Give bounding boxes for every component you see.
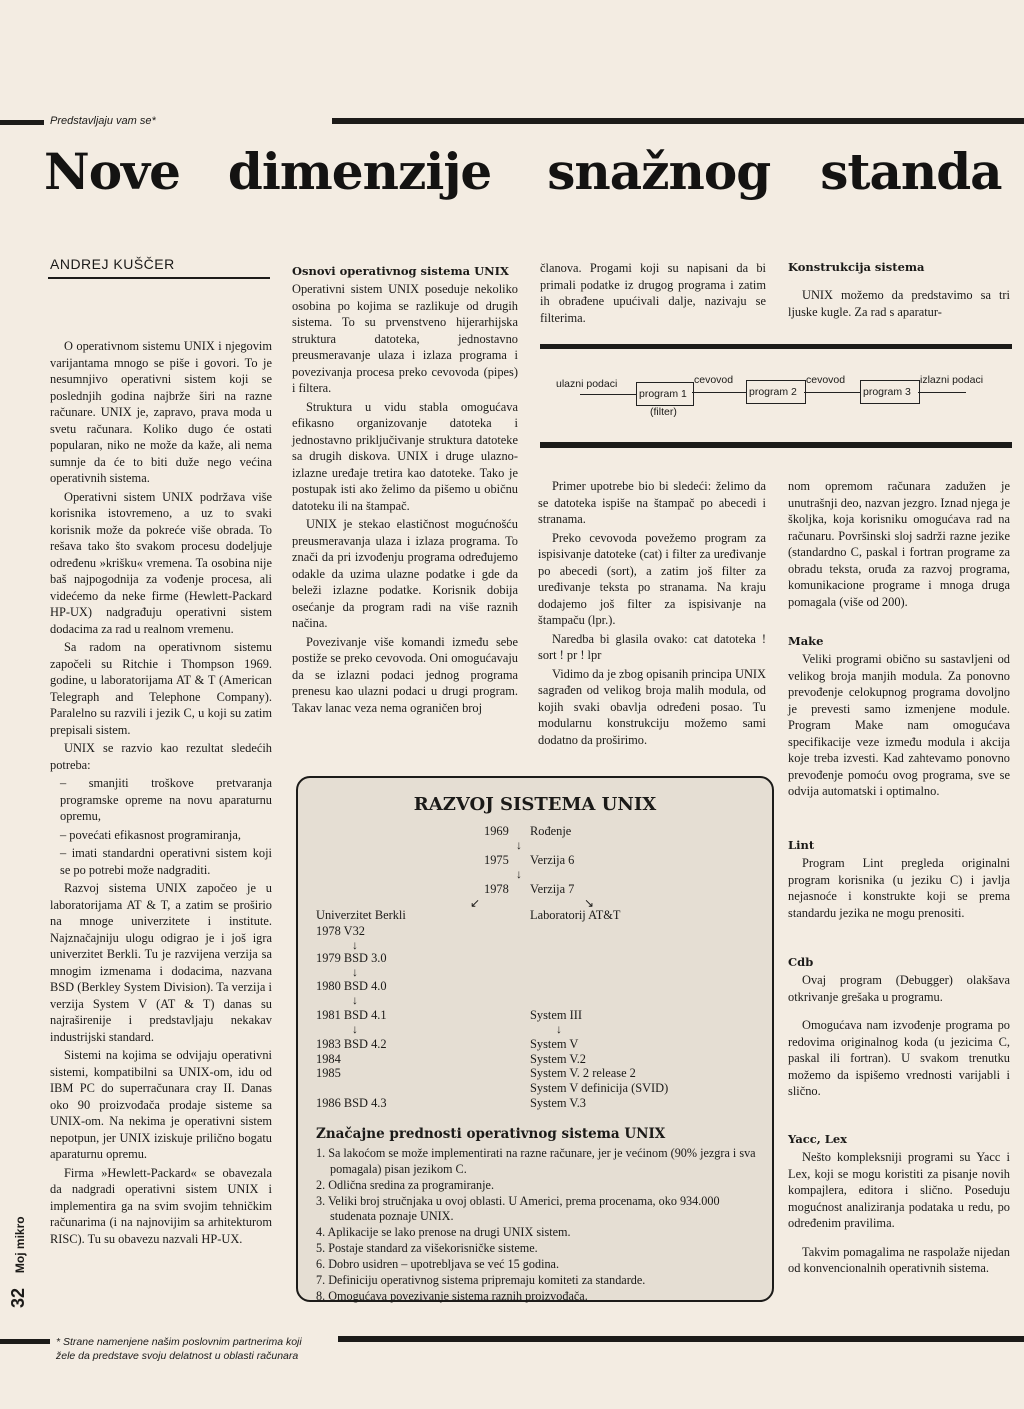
column-2 xyxy=(292,264,518,718)
paragraph: članova. Progami koji su napisani da bi primali podatke iz drugog programa i zatim ih obrađene upućivali dalje, nazivaju se filterima. xyxy=(540,261,766,325)
paragraph: Struktura u vidu stabla omogućava efikasno organizovanje datoteka i jednostavno priključivanje struktura datoteke sa drugih diskova. UNIX i druge ulazno-izlazne uređaje tretira kao datoteke. Tako je postupak isti ako želimo da pišemo u običnu datoteku ili na štampač. xyxy=(292,399,518,513)
down-arrow-icon: ↓ xyxy=(516,838,522,852)
pipe-diagram xyxy=(540,342,1012,450)
section-heading: Yacc, Lex xyxy=(788,1131,848,1146)
paragraph: UNIX možemo da predstavimo sa tri ljuske kugle. Za rad s aparatur- xyxy=(788,288,1010,319)
list-item: – smanjiti troškove pretvaranja programske opreme na novu aparaturnu opremu, xyxy=(60,776,272,823)
paragraph: Takvim pomagalima ne raspolaže nijedan od konvencionalnih operativnih sistema. xyxy=(788,1244,1010,1276)
diagram-pipe-label: cevovod xyxy=(694,374,734,386)
diagram-input-label: ulazni podaci xyxy=(556,378,618,390)
title-word: standa xyxy=(820,142,1002,201)
paragraph: UNIX je stekao elastičnost mogućnošću preusmeravanja ulaza i izlaza programa. To znači da pri izvođenju programa određujemo odakle da uzima ulazne podatke i gde da beleži izlazne podatke. Korisnik dobija osećanje da program radi na više raznih načina. xyxy=(292,517,518,631)
advantage-item: 6. Dobro usidren – upotrebljava se već 15 godina. xyxy=(316,1257,560,1272)
footer-rule-right xyxy=(338,1336,1024,1342)
author-byline: ANDREJ KUŠČER xyxy=(50,256,175,272)
column-4-top xyxy=(788,260,1010,322)
advantage-item: 1. Sa lakoćom se može implementirati na razne računare, jer je većinom (90% jezgra i sva pomagala) pisan jezikom C. xyxy=(316,1146,756,1176)
branch-heading: Laboratorij AT&T xyxy=(530,908,621,922)
section-heading: Make xyxy=(788,634,824,648)
footnote-line: * Strane namenjene našim poslovnim partnerima koji xyxy=(56,1336,302,1348)
diagram-pipe-label: cevovod xyxy=(806,374,846,386)
paragraph: O operativnom sistemu UNIX i njegovim varijantama mnogo se piše i govori. To je nesumnjivo operativni sistem koji se poslednjih godina najbrže širi na razne računare. UNIX je, zapravo, prava moda u svetu računara. Koliko dugo će ostati popularan, niko ne može da kaže, ali nema sumnje da će to biti duže nego većina operativnih sistema. xyxy=(50,339,272,485)
column-4 xyxy=(788,478,1010,1279)
paragraph: Preko cevovoda povežemo program za ispisivanje datoteke (cat) i filter za uređivanje po abecedi (sort), a zatim još filter za uređivanje teksta po stranama. Na kraju dodajemo još filter za ispisivanje na štampaču (lpr.). xyxy=(538,530,766,627)
kicker-rule-right xyxy=(332,118,1024,124)
unix-timeline-box xyxy=(296,776,774,1302)
diagram-output-label: izlazni podaci xyxy=(920,374,984,386)
down-arrow-icon: ↓ xyxy=(556,1022,562,1036)
diagram-pipe xyxy=(692,392,746,393)
down-arrow-icon: ↓ xyxy=(352,938,358,952)
paragraph: Povezivanje više komandi između sebe postiže se preko cevovoda. Oni omogućavaju da se izlazni podaci jednog programa prenesu kao ulazni podaci u drugi program. Takav lanac veza nema ograničen broj xyxy=(292,634,518,715)
advantage-item: 5. Postaje standard za višekorisničke sisteme. xyxy=(316,1241,538,1256)
list-item: – imati standardni operativni sistem koji se po potrebi može nadgraditi. xyxy=(60,846,272,877)
program-box: program 3 xyxy=(860,380,920,404)
list-item: – povećati efikasnost programiranja, xyxy=(60,827,241,842)
down-arrow-icon: ↓ xyxy=(352,965,358,979)
advantage-item: 3. Veliki broj stručnjaka u ovoj oblasti. U Americi, prema procenama, oko 934.000 studenata poznaje UNIX. xyxy=(316,1193,720,1224)
section-kicker: Predstavljaju vam se* xyxy=(50,115,156,127)
column-3 xyxy=(538,478,766,750)
diagram-rule-bottom xyxy=(540,442,1012,448)
footer-rule-left xyxy=(0,1339,50,1344)
paragraph: Sa radom na operativnom sistemu započeli su Ritchie i Thompson 1969. godine, u laboratorijama AT & T (American Telegraph and Telephone Company). Paralelno su razvili i jezik C, u koji su zatim prepisali sistem. xyxy=(50,640,272,737)
paragraph: Razvoj sistema UNIX započeo je u laboratorijama AT & T, a zatim se proširio na mnoge univerzitete i institute. Najznačajniju ulogu odigrao je i još igra univerzitet Berkli. Tu je razvijena verzija sa mnogim izmenama i dodacima, nazvana BSD (Berkley System Division). Ta verzija i verzija System V (AT & T) danas su najraširenije i predstavljaju nekakav industrijski standard. xyxy=(50,881,272,1044)
section-heading: Konstrukcija sistema xyxy=(788,260,925,274)
kicker-rule-left xyxy=(0,120,44,125)
paragraph: Vidimo da je zbog opisanih principa UNIX sagrađen od velikog broja malih modula, od kojih svaki obavlja određeni posao. Tu modularnu konstrukciju možemo sami dodatno da proširimo. xyxy=(538,666,766,747)
timeline-label: Rođenje xyxy=(530,824,572,838)
page-number: 32 xyxy=(8,1287,28,1308)
paragraph: Nešto kompleksniji programi su Yacc i Lex, koji se mogu koristiti za pisanje novih kompajlera, editora i slično. Poseduju mogućnost analiziranja podataka u redu, po određenim pravilima. xyxy=(788,1150,1010,1231)
berkeley-version: 1984 xyxy=(316,1052,341,1066)
att-version: System V.2 xyxy=(530,1052,587,1066)
att-version: System V. 2 release 2 xyxy=(530,1066,636,1080)
berkeley-version: 1980 BSD 4.0 xyxy=(316,979,387,993)
berkeley-version: 1978 V32 xyxy=(316,924,365,938)
column-1 xyxy=(50,338,272,1249)
paragraph: Firma »Hewlett-Packard« se obavezala da nadgradi operativni sistem UNIX i implementira ga na svim svojim tehničkim računarima (i na najnovijim sa arhitekturom RISC). Tu su obavezu nazvali HP-UX. xyxy=(50,1165,272,1246)
paragraph: Sistemi na kojima se odvijaju operativni sistemi, kompatibilni sa UNIX-om, idu od IBM PC do superračunara cray II. Danas oko 90 proizvođača prodaje sisteme sa UNIX-om. Na nekima je operativni sistem nepotpun, jer UNIX iziskuje prilično bogatu aparaturnu opremu. xyxy=(50,1048,272,1161)
branch-left-arrow-icon: ↙ xyxy=(470,896,481,910)
paragraph: Veliki programi obično su sastavljeni od velikog broja manjih modula. Za ponovno prevođenje celokupnog programa dovoljno je prevesti samo izmenjene module. Program Make nam omogućava specifikacije veze između modula i akcija koje treba izvesti. Kad zahtevamo ponovno prevođenje pomoću ovog programa, sve se odvija automatski i optimalno. xyxy=(788,652,1010,799)
berkeley-version: 1986 BSD 4.3 xyxy=(316,1096,387,1110)
page-side-label xyxy=(8,1210,32,1310)
timeline-year: 1978 xyxy=(484,882,509,896)
advantages-heading: Značajne prednosti operativnog sistema UNIX xyxy=(316,1126,666,1142)
berkeley-version: 1983 BSD 4.2 xyxy=(316,1037,387,1051)
branch-right-arrow-icon: ↘ xyxy=(584,896,595,910)
paragraph: Omogućava nam izvođenje programa po redovima originalnog koda (u jezicima C, paskal ili fortran). U svakom trenutku možemo da ispišemo vrednosti varijabli i slično. xyxy=(788,1018,1010,1099)
paragraph: Program Lint pregleda originalni program korisnika (u jeziku C) i javlja nejasnoće i konstrukte koji se prema standardu jezika ne mogu prenositi. xyxy=(788,856,1010,920)
section-heading: Lint xyxy=(788,837,815,852)
down-arrow-icon: ↓ xyxy=(352,993,358,1007)
diagram-arrow xyxy=(918,392,966,393)
advantage-item: 7. Definiciju operativnog sistema pripremaju komiteti za standarde. xyxy=(316,1272,646,1287)
timeline-year: 1975 xyxy=(484,853,509,867)
paragraph: nom opremom računara zadužen je unutrašnji deo, nazvan jezgro. Iznad njega je školjka, koja korisniku omogućava rad na računaru. Površinski sloj sadrži razne jezike (standardno C, paskal i fortran programe za obradu teksta, oruđa za razvoj programa, komunikacione programe i mnoga druga pomagala (više od 200). xyxy=(788,479,1010,609)
att-version: System V xyxy=(530,1037,579,1051)
down-arrow-icon: ↓ xyxy=(352,1022,358,1036)
diagram-filter-label: (filter) xyxy=(650,406,677,418)
att-version: System V.3 xyxy=(530,1096,587,1110)
down-arrow-icon: ↓ xyxy=(516,867,522,881)
berkeley-version: 1981 BSD 4.1 xyxy=(316,1008,387,1022)
timeline-year: 1969 xyxy=(484,824,509,838)
advantages-list xyxy=(316,1146,756,1305)
column-3-top xyxy=(540,260,766,328)
magazine-name: Moj mikro xyxy=(13,1216,27,1274)
berkeley-version: 1985 xyxy=(316,1066,341,1080)
article-title xyxy=(44,142,1002,201)
paragraph: UNIX se razvio kao rezultat sledećih potreba: xyxy=(50,741,272,772)
paragraph: Naredba bi glasila ovako: cat datoteka ! sort ! pr ! lpr xyxy=(538,631,766,662)
program-box: program 1 xyxy=(636,382,694,406)
paragraph: Ovaj program (Debugger) olakšava otkrivanje grešaka u programu. xyxy=(788,973,1010,1004)
paragraph: Primer upotrebe bio bi sledeći: želimo da se datoteka ispiše na štampač po abecedi i stranama. xyxy=(538,479,766,526)
title-word: snažnog xyxy=(547,142,771,201)
att-version: System III xyxy=(530,1008,582,1022)
timeline-label: Verzija 7 xyxy=(530,882,575,896)
title-word: Nove xyxy=(44,142,180,201)
berkeley-version: 1979 BSD 3.0 xyxy=(316,951,387,965)
side-label-text xyxy=(8,1216,29,1308)
branch-heading: Univerzitet Berkli xyxy=(316,908,406,922)
author-rule xyxy=(48,277,270,279)
advantage-item: 2. Odlična sredina za programiranje. xyxy=(316,1177,494,1192)
diagram-arrow xyxy=(580,394,636,395)
footnote xyxy=(56,1336,302,1363)
paragraph: Operativni sistem UNIX poseduje nekoliko osobina po kojima se razlikuje od drugih sistema. To su prvenstveno hijerarhijska struktura datoteka, jednostavno preusmeravanje ulaza i izlaza programa i povezivanja procesa preko cevovoda (pipes) i filtera. xyxy=(292,282,518,396)
att-version: System V definicija (SVID) xyxy=(530,1081,669,1095)
diagram-pipe xyxy=(804,392,860,393)
footnote-line: žele da predstave svoju delatnost u oblasti računara xyxy=(56,1349,299,1362)
advantage-item: 4. Aplikacije se lako prenose na drugi UNIX sistem. xyxy=(316,1225,571,1240)
program-box: program 2 xyxy=(746,380,806,404)
advantage-item: 8. Omogućava povezivanje sistema raznih proizvođača. xyxy=(316,1288,588,1303)
box-title: RAZVOJ SISTEMA UNIX xyxy=(413,794,657,815)
section-heading: Cdb xyxy=(788,955,814,970)
timeline-label: Verzija 6 xyxy=(530,853,575,867)
paragraph: Operativni sistem UNIX podržava više korisnika istovremeno, a uz to svaki korisnik može da pokreće više obrada. To rešava tako što svakom procesu dodeljuje određenu »krišku« vremena. Ta osobina nije baš najpogodnija za vođenje procesa, ali videćemo da neke firme (Hewlett-Packard HP-UX) nadgrađuju operativni sistem dodacima za rad u realnom vremenu. xyxy=(50,489,272,636)
title-word: dimenzije xyxy=(227,142,492,201)
section-heading: Osnovi operativnog sistema UNIX xyxy=(292,264,509,278)
